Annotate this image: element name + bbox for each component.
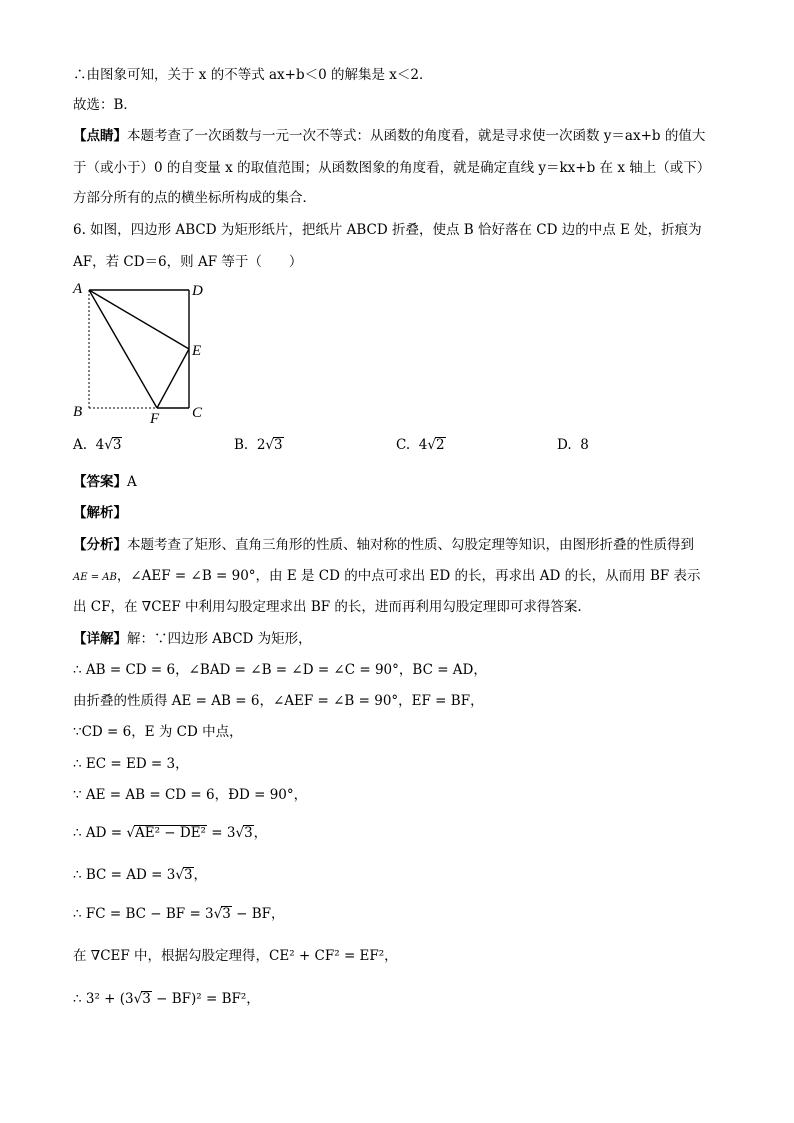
- detail-text-0: 解：∵四边形 ABCD 为矩形，: [127, 631, 312, 647]
- detail-8-radicand: 3: [222, 906, 231, 922]
- detail-line-1: ∴ AB = CD = 6，∠BAD = ∠B = ∠D = ∠C = 90°，BC = AD，: [73, 662, 487, 678]
- detail-line-9: 在 ∇CEF 中，根据勾股定理得，CE² + CF² = EF²，: [73, 948, 398, 964]
- detail-line-5: ∵ AE = AB = CD = 6，ÐD = 90°，: [73, 787, 308, 803]
- question-6-line-1: 6. 如图，四边形 ABCD 为矩形纸片，把纸片 ABCD 折叠，使点 B 恰好落在 CD 边的中点 E 处，折痕为: [73, 222, 702, 238]
- detail-7-end: ，: [193, 867, 208, 883]
- rectangle-fold-figure: [70, 276, 210, 426]
- choice-a-radicand: 3: [112, 437, 122, 453]
- detail-6-pre: ∴ AD =: [73, 825, 127, 841]
- choice-d-letter: D.: [557, 437, 572, 453]
- remark-text-1: 本题考查了一次函数与一元一次不等式：从函数的角度看，就是寻求使一次函数 y＝ax+b 的值大: [127, 128, 706, 144]
- segment-ef: [157, 349, 189, 408]
- label-c: C: [192, 405, 203, 421]
- fenxi-line-1: [73, 536, 694, 554]
- choice-c-radicand: 2: [435, 437, 445, 453]
- detail-7-radicand: 3: [183, 867, 193, 883]
- fenxi-text-1: 本题考查了矩形、直角三角形的性质、轴对称的性质、勾股定理等知识，由图形折叠的性质得到: [127, 537, 694, 553]
- question-6-line-2: AF，若 CD＝6，则 AF 等于（ ）: [73, 254, 303, 270]
- detail-6-end: ，: [253, 825, 268, 841]
- remark-line-3: 方部分所有的点的横坐标所构成的集合．: [73, 190, 316, 206]
- label-a: A: [73, 281, 83, 297]
- label-b: B: [73, 404, 83, 420]
- choice-a-coef: 4: [95, 437, 105, 453]
- choice-selected-line: 故选：B．: [73, 97, 137, 113]
- choice-c-coef: 4: [418, 437, 428, 453]
- fold-line-af: [89, 290, 157, 408]
- fenxi-line-2: [73, 567, 701, 587]
- choice-b-coef: 2: [256, 437, 266, 453]
- answer-line: [73, 473, 137, 491]
- detail-10-pre: ∴ 3² + (3: [73, 991, 134, 1007]
- choice-b-letter: B.: [234, 437, 249, 453]
- label-f: F: [150, 411, 160, 426]
- detail-8-end: − BF，: [231, 906, 285, 922]
- segment-ae: [89, 290, 189, 349]
- answer-tag: 【答案】: [73, 474, 127, 490]
- solution-conclusion-line: ∴由图象可知，关于 x 的不等式 ax+b＜0 的解集是 x＜2．: [73, 67, 433, 83]
- detail-line-6: ∴ AD = √AE² − DE² = 3√3，: [73, 825, 268, 841]
- remark-line-2: 于（或小于）0 的自变量 x 的取值范围；从函数图象的角度看，就是确定直线 y＝kx+b 在 x 轴上（或下）: [73, 160, 711, 176]
- choice-b: B. 2√3: [234, 437, 283, 453]
- detail-10-end: − BF)² = BF²，: [151, 991, 260, 1007]
- choice-c-letter: C.: [396, 437, 411, 453]
- detail-6-post: = 3: [206, 825, 236, 841]
- detail-line-2: 由折叠的性质得 AE = AB = 6，∠AEF = ∠B = 90°，EF = BF，: [73, 693, 484, 709]
- fenxi-line-3: 出 CF，在 ∇CEF 中利用勾股定理求出 BF 的长，进而再利用勾股定理即可求得答案.: [73, 599, 582, 615]
- choice-a: A. 4√3: [73, 437, 122, 453]
- detail-6-radicand-2: 3: [244, 825, 253, 841]
- detail-tag: 【详解】: [73, 631, 127, 647]
- choice-c: C. 4√2: [396, 437, 445, 453]
- detail-8-pre: ∴ FC = BC − BF = 3: [73, 906, 214, 922]
- detail-line-4: ∴ EC = ED = 3，: [73, 756, 189, 772]
- choice-a-letter: A.: [73, 437, 88, 453]
- choice-d: [557, 437, 589, 453]
- analysis-heading: [73, 504, 127, 522]
- label-d: D: [192, 283, 203, 299]
- detail-7-pre: ∴ BC = AD = 3: [73, 867, 176, 883]
- fenxi-tag: 【分析】: [73, 537, 127, 553]
- detail-line-3: ∵CD = 6，E 为 CD 中点，: [73, 724, 243, 740]
- detail-line-0: [73, 630, 312, 648]
- detail-line-7: ∴ BC = AD = 3√3，: [73, 867, 208, 883]
- choice-d-value: 8: [580, 437, 589, 453]
- detail-line-8: ∴ FC = BC − BF = 3√3 − BF，: [73, 906, 285, 922]
- detail-10-radicand: 3: [142, 991, 151, 1007]
- remark-line-1: [73, 127, 705, 145]
- detail-line-10: ∴ 3² + (3√3 − BF)² = BF²，: [73, 991, 260, 1007]
- analysis-tag: 【解析】: [73, 505, 127, 521]
- choice-b-radicand: 3: [274, 437, 283, 453]
- detail-6-radicand: AE² − DE²: [134, 825, 206, 841]
- answer-value: A: [127, 474, 137, 490]
- label-e: E: [192, 343, 202, 359]
- fenxi-ae-ab: AE = AB: [73, 572, 117, 583]
- remark-tag: 【点睛】: [73, 128, 127, 144]
- fenxi-text-2: ，∠AEF = ∠B = 90°，由 E 是 CD 的中点可求出 ED 的长，再求出 AD 的长，从而用 BF 表示: [116, 568, 701, 584]
